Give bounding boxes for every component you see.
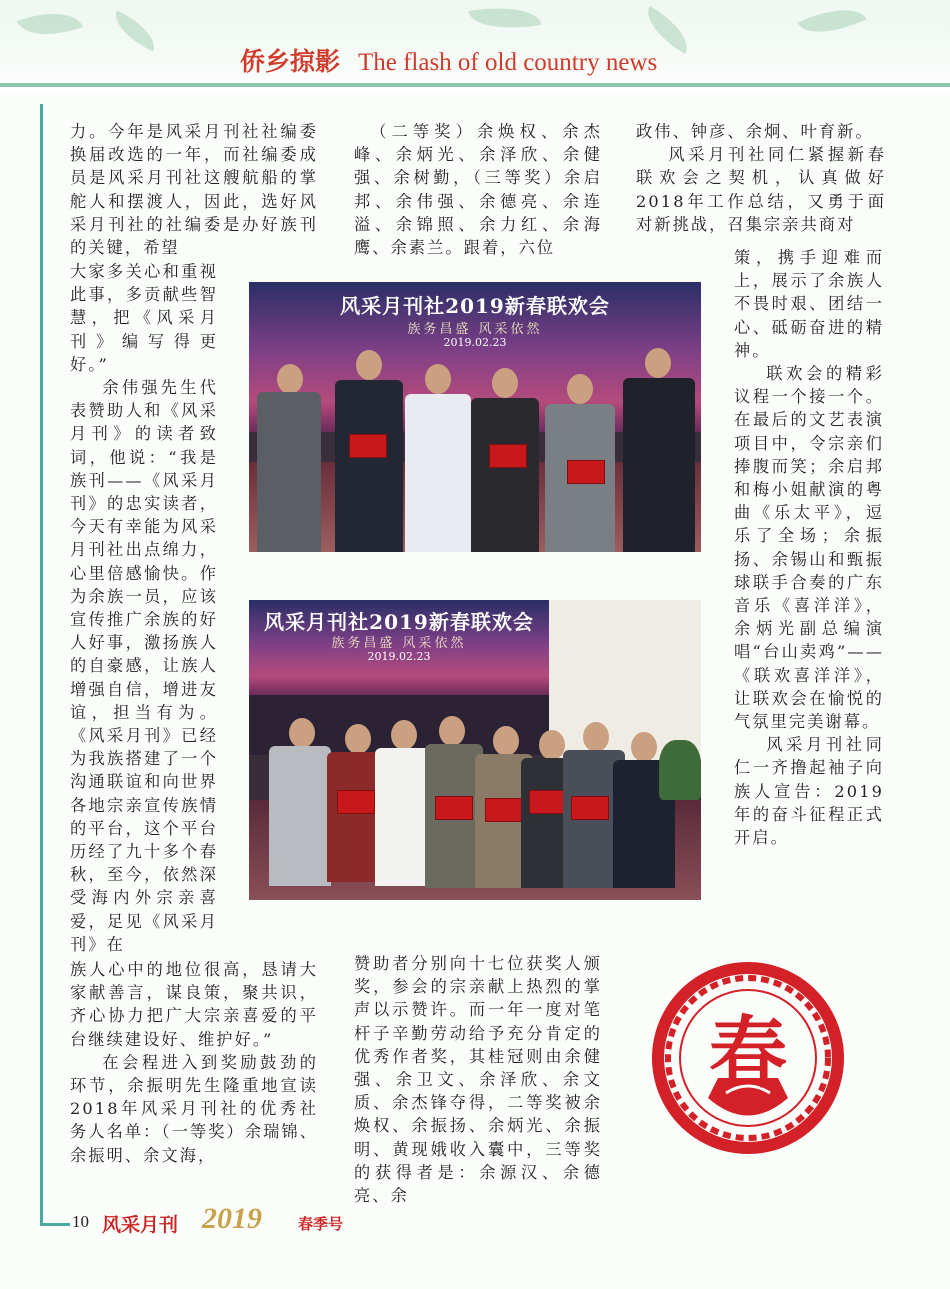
person-head bbox=[631, 732, 657, 762]
paragraph: （二等奖）余焕权、余杰峰、余炳光、余泽欣、余健强、余树勤，（三等奖）余启邦、余伟强、余德亮、余连溢、余锦照、余力红、余海鹰、余素兰。跟着，六位 bbox=[354, 122, 602, 258]
margin-rule bbox=[40, 104, 43, 1226]
magazine-name: 风采月刊 bbox=[102, 1214, 179, 1236]
certificate bbox=[485, 798, 523, 822]
column-3-narrow bbox=[734, 246, 884, 876]
certificate bbox=[567, 460, 605, 484]
banner-title: 风采月刊社2019新春联欢会 bbox=[340, 294, 610, 318]
person bbox=[335, 380, 403, 552]
column-1-narrow bbox=[70, 260, 218, 954]
person-head bbox=[345, 724, 371, 754]
certificate bbox=[435, 796, 473, 820]
banner-date: 2019.02.23 bbox=[367, 650, 431, 663]
header-rule bbox=[0, 83, 950, 87]
leaf-decoration bbox=[798, 0, 867, 46]
section-title-en: The flash of old country news bbox=[357, 49, 658, 76]
person-head bbox=[539, 730, 565, 760]
paragraph: 风采月刊社同仁一齐撸起袖子向族人宣告：2019年的奋斗征程正式开启。 bbox=[734, 735, 884, 848]
photo-award-group-1 bbox=[249, 282, 701, 552]
person-head bbox=[425, 364, 451, 394]
paragraph: 政伟、钟彦、余炯、叶育新。 bbox=[636, 122, 874, 141]
column-2-top bbox=[354, 120, 602, 260]
paragraph: 余伟强先生代表赞助人和《风采月刊》的读者致词，他说：“我是族刊——《风采月刊》的忠实读者，今天有幸能为风采月刊社出点绵力，心里倍感愉快。作为余族一员，应该宣传推广余族的好人好事，激扬族人的自豪感，让族人增强自信，增进友谊，担当有为。《风采月刊》已经为我族搭建了一个沟通联谊和向世界各地宗亲宣传族情的平台，这个平台历经了九十多个春秋，至今，依然深受海内外宗亲喜爱，足见《风采月刊》在 bbox=[70, 378, 218, 954]
person-head bbox=[439, 716, 465, 746]
person-head bbox=[492, 368, 518, 398]
photo-award-group-2 bbox=[249, 600, 701, 900]
paragraph: 在会程进入到奖励鼓劲的环节，余振明先生隆重地宣读2018年风采月刊社的优秀社务人名单：（一等奖）余瑞锦、余振明、余文海， bbox=[70, 1052, 318, 1165]
leaf-decoration bbox=[468, 0, 541, 37]
leaf-decoration bbox=[17, 1, 83, 48]
page-number: 10 bbox=[72, 1212, 89, 1231]
issue-season: 春季号 bbox=[298, 1215, 344, 1233]
wall bbox=[549, 600, 701, 760]
person-head bbox=[289, 718, 315, 748]
column-2-bottom bbox=[354, 952, 602, 1206]
certificate bbox=[349, 434, 387, 458]
paragraph: 风采月刊社同仁紧握新春联欢会之契机，认真做好2018年工作总结，又勇于面对新挑战，召集宗亲共商对 bbox=[636, 145, 886, 234]
person bbox=[375, 748, 431, 886]
paragraph: 力。今年是风采月刊社社编委换届改选的一年，而社编委成员是风采月刊社这艘航船的掌舵人和摆渡人，因此，选好风采月刊社的社编委是办好族刊的关键，希望 bbox=[70, 122, 318, 258]
person-head bbox=[583, 722, 609, 752]
spring-seal-icon bbox=[648, 958, 848, 1158]
page-header bbox=[0, 0, 950, 92]
person-head bbox=[391, 720, 417, 750]
person-head bbox=[645, 348, 671, 378]
certificate bbox=[337, 790, 375, 814]
banner-subtitle: 族务昌盛 风采依然 bbox=[331, 636, 467, 651]
column-1-top bbox=[70, 120, 318, 260]
paragraph: 大家多关心和重视此事，多贡献些智慧，把《风采月刊》编写得更好。” bbox=[70, 262, 218, 374]
banner-subtitle: 族务昌盛 风采依然 bbox=[407, 322, 543, 337]
year-logo: 2019 bbox=[202, 1202, 262, 1235]
paragraph: 赞助者分别向十七位获奖人颁奖，参会的宗亲献上热烈的掌声以示赞许。而一年一度对笔杆子辛勤劳动给予充分肯定的优秀作者奖，其桂冠则由余健强、余卫文、余泽欣、余文质、余杰锋夺得，二等奖被余焕权、余振扬、余炳光、余振明、黄现娥收入囊中，三等奖的获得者是：余源汉、余德亮、余 bbox=[354, 954, 602, 1206]
paragraph: 策，携手迎难而上，展示了余族人不畏时艰、团结一心、砥砺奋进的精神。 bbox=[734, 248, 884, 360]
person-head bbox=[493, 726, 519, 756]
person-head bbox=[567, 374, 593, 404]
person bbox=[405, 394, 471, 552]
column-3-top bbox=[636, 120, 886, 250]
banner-date: 2019.02.23 bbox=[443, 336, 507, 349]
certificate bbox=[571, 796, 609, 820]
person bbox=[471, 398, 539, 552]
certificate bbox=[489, 444, 527, 468]
certificate bbox=[529, 790, 567, 814]
column-1-bottom bbox=[70, 958, 318, 1168]
person-head bbox=[277, 364, 303, 394]
person-head bbox=[356, 350, 382, 380]
paragraph: 联欢会的精彩议程一个接一个。在最后的文艺表演项目中，令宗亲们捧腹而笑；余启邦和梅小姐献演的粤曲《乐太平》，逗乐了全场；余振扬、余锡山和甄振球联手合奏的广东音乐《喜洋洋》，余炳光副总编演唱“台山卖鸡”——《联欢喜洋洋》，让联欢会在愉悦的气氛里完美谢幕。 bbox=[734, 364, 884, 732]
seal-character: 春 bbox=[708, 1008, 788, 1099]
person bbox=[269, 746, 331, 886]
person bbox=[623, 378, 695, 552]
leaf-decoration bbox=[108, 10, 163, 51]
section-title-cn: 侨乡掠影 bbox=[240, 47, 341, 76]
paragraph: 族人心中的地位很高，恳请大家献善言，谋良策，聚共识，齐心协力把广大宗亲喜爱的平台继续建设好、维护好。” bbox=[70, 960, 318, 1049]
footer-rule bbox=[40, 1223, 70, 1226]
plant bbox=[659, 740, 701, 800]
person bbox=[257, 392, 321, 552]
banner-title: 风采月刊社2019新春联欢会 bbox=[264, 610, 534, 634]
section-title bbox=[240, 42, 657, 78]
